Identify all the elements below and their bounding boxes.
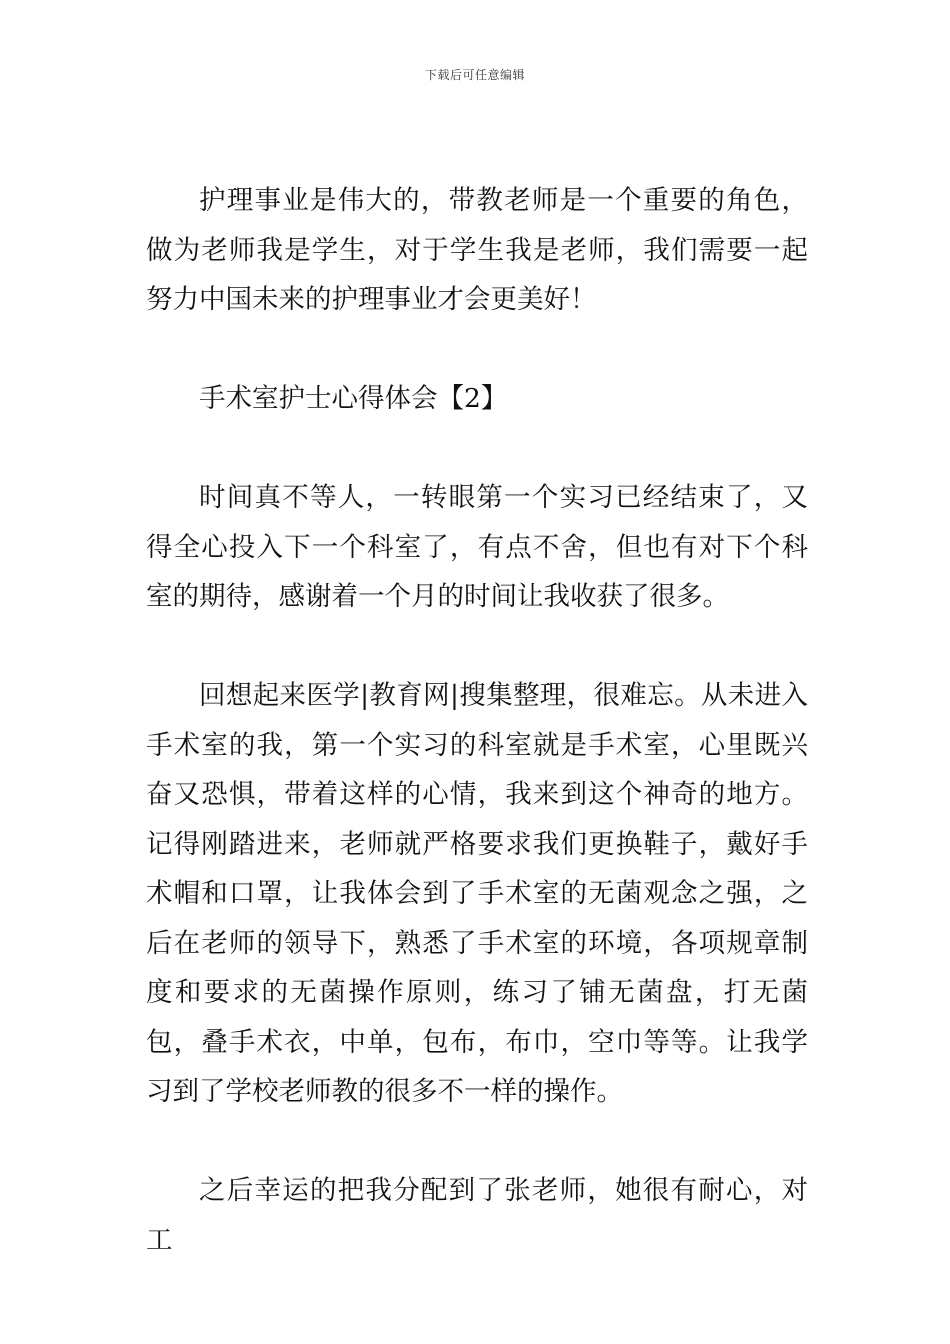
paragraph-time-passes: 时间真不等人，一转眼第一个实习已经结束了，又得全心投入下一个科室了，有点不舍，但也有对下个科室的期待，感谢着一个月的时间让我收获了很多。 — [146, 482, 808, 612]
page-header-note: 下载后可任意编辑 — [424, 68, 525, 82]
document-body — [146, 176, 808, 1265]
section-heading: 手术室护士心得体会【2】 — [199, 383, 508, 414]
paragraph-teacher-assignment: 之后幸运的把我分配到了张老师，她很有耐心，对工 — [146, 1175, 808, 1256]
paragraph-nursing-career: 护理事业是伟大的，带教老师是一个重要的角色，做为老师我是学生，对于学生我是老师，我们需要一起努力中国未来的护理事业才会更美好！ — [146, 185, 808, 315]
paragraph-recollection: 回想起来医学|教育网|搜集整理，很难忘。从未进入手术室的我，第一个实习的科室就是手术室，心里既兴奋又恐惧，带着这样的心情，我来到这个神奇的地方。记得刚踏进来，老师就严格要求我们更换鞋子，戴好手术帽和口罩，让我体会到了手术室的无菌观念之强，之后在老师的领导下，熟悉了手术室的环境，各项规章制度和要求的无菌操作原则，练习了铺无菌盘，打无菌包，叠手术衣，中单，包布，布巾，空巾等等。让我学习到了学校老师教的很多不一样的操作。 — [146, 680, 808, 1107]
